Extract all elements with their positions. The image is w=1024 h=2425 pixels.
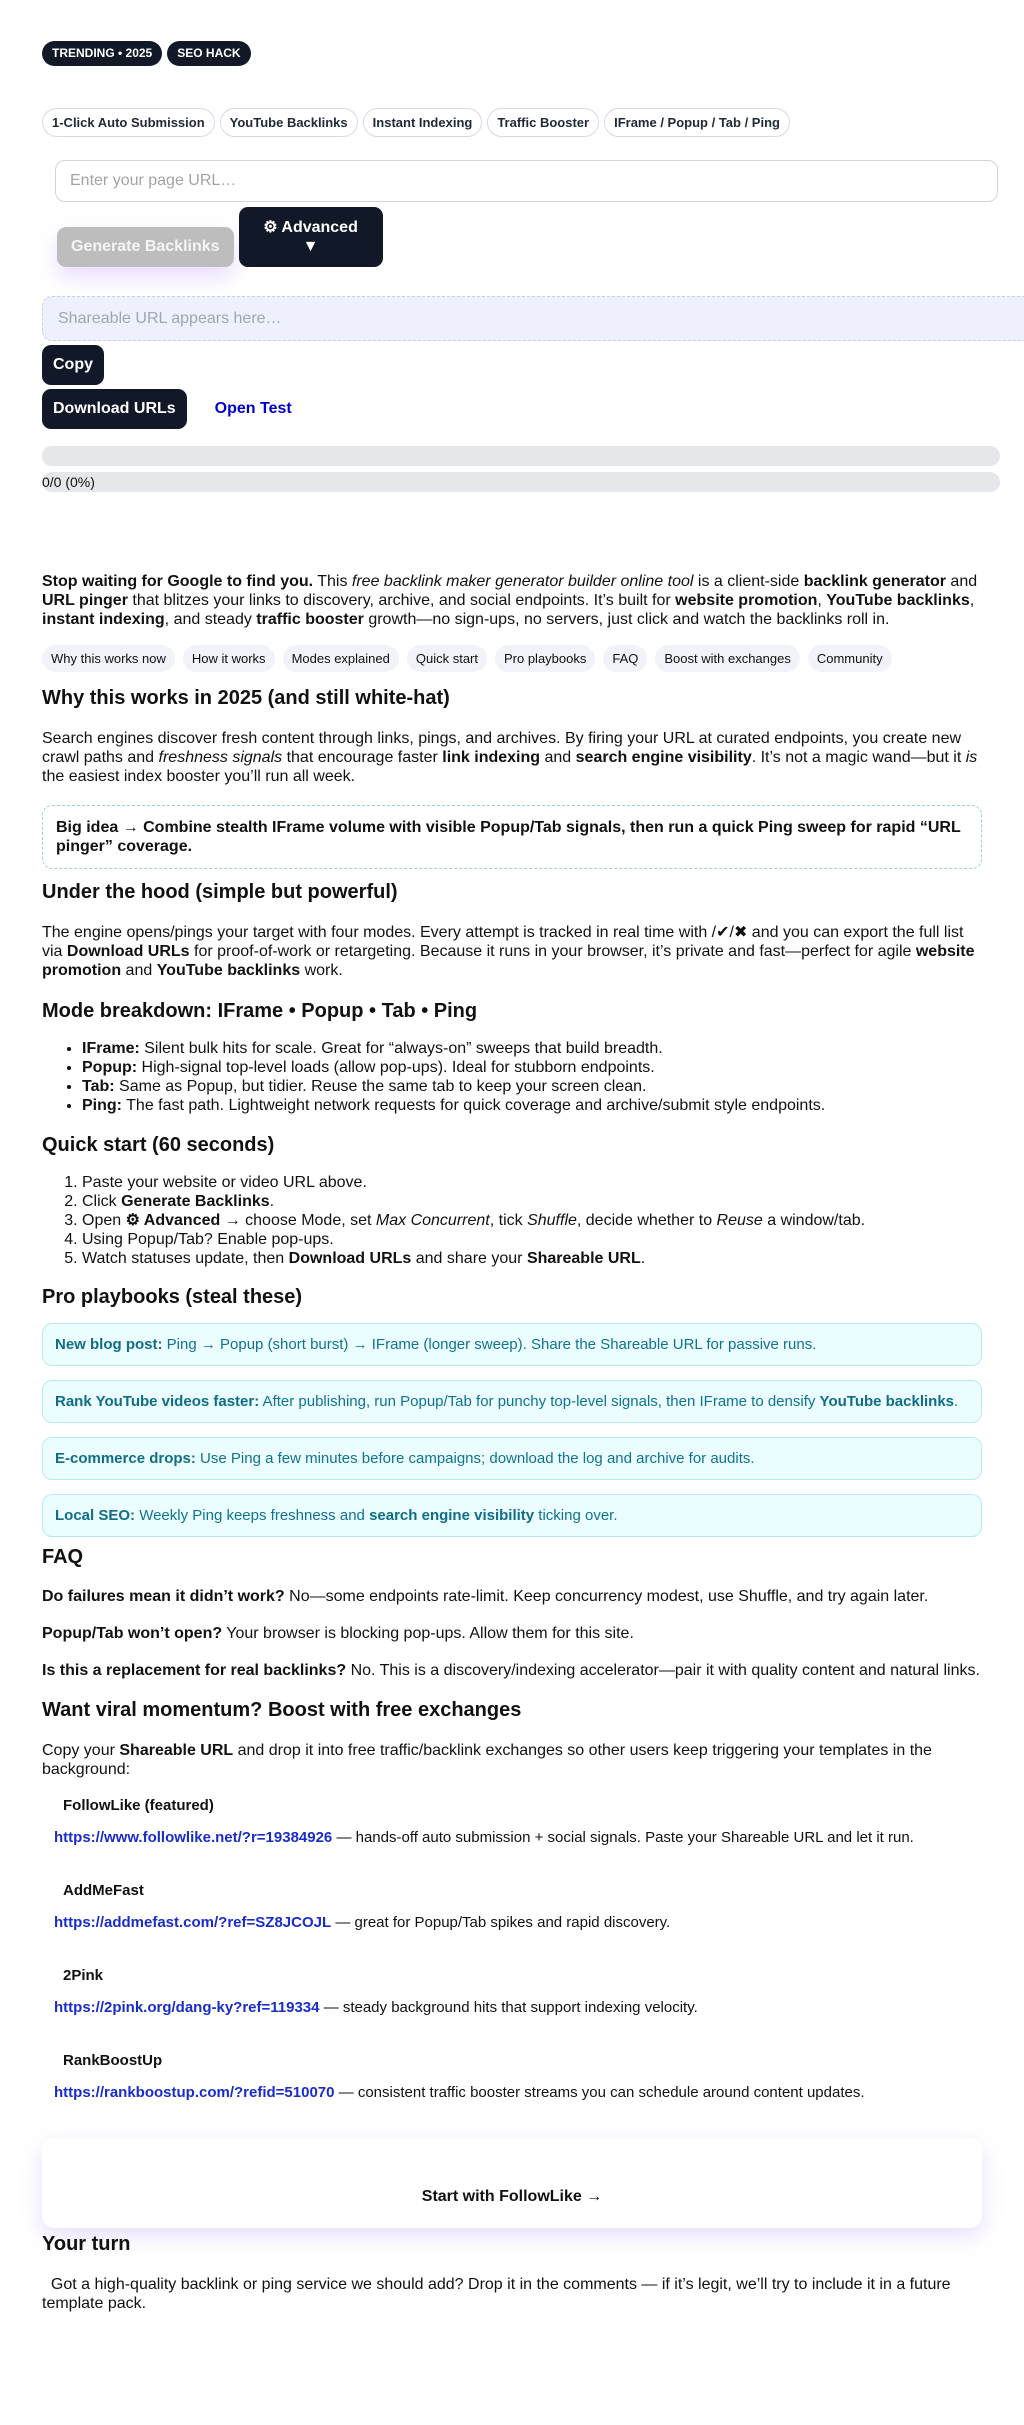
- 2pink-link[interactable]: https://2pink.org/dang-ky?ref=119334: [54, 1999, 320, 2016]
- exchange-name-2pink: 2Pink: [63, 1967, 104, 1984]
- exchange-name-addmefast: AddMeFast: [63, 1882, 144, 1899]
- action-row: [57, 207, 982, 267]
- list-item: • Ping: The fast path. Lightweight network requests for quick coverage and archive/submit style endpoints.: [82, 1096, 982, 1115]
- list-item: 2. Click Generate Backlinks.: [82, 1192, 982, 1211]
- chip-modes: IFrame / Popup / Tab / Ping: [604, 108, 790, 137]
- exchange-line: https://rankboostup.com/?refid=510070 — consistent traffic booster streams you can schedule around content updates.: [54, 2084, 865, 2101]
- why-paragraph: Search engines discover fresh content through links, pings, and archives. By firing your URL at curated endpoints, you create new crawl paths and freshness signals that encourage faster link indexing and search engine visibility. It’s not a magic wand—but it is the easiest index booster you’ll run all week.: [42, 730, 978, 785]
- your-turn-heading: Your turn: [42, 2233, 131, 2255]
- list-item: 1. Paste your website or video URL above.: [82, 1173, 982, 1192]
- generate-backlinks-button[interactable]: Generate Backlinks: [57, 227, 234, 267]
- rankboostup-link[interactable]: https://rankboostup.com/?refid=510070: [54, 2084, 335, 2101]
- exchange-line: https://addmefast.com/?ref=SZ8JCOJL — great for Popup/Tab spikes and rapid discovery.: [54, 1914, 671, 1931]
- download-urls-button[interactable]: Download URLs: [42, 389, 187, 429]
- big-idea-callout: Big idea → Combine stealth IFrame volume with visible Popup/Tab signals, then run a quick Ping sweep for rapid “URL pinger” coverage.: [42, 805, 982, 869]
- page-url-input[interactable]: [55, 160, 998, 202]
- start-followlike-button[interactable]: [42, 2138, 982, 2228]
- copy-button[interactable]: Copy: [42, 345, 104, 385]
- shareable-url-placeholder: Shareable URL appears here…: [58, 309, 282, 327]
- exchange-name-followlike: FollowLike (featured): [63, 1797, 214, 1814]
- your-turn-paragraph: Got a high-quality backlink or ping service we should add? Drop it in the comments — if it’s legit, we’ll try to include it in a future template pack.: [42, 2276, 956, 2312]
- faq-list: [42, 1587, 982, 1680]
- playbook-card: New blog post: Ping → Popup (short burst) → IFrame (longer sweep). Share the Shareable URL for passive runs.: [42, 1323, 982, 1366]
- list-item: 5. Watch statuses update, then Download URLs and share your Shareable URL.: [82, 1249, 982, 1268]
- exchanges-heading: Want viral momentum? Boost with free exchanges: [42, 1699, 522, 1721]
- why-heading: Why this works in 2025 (and still white-hat): [42, 687, 450, 709]
- toc-community[interactable]: Community: [808, 645, 892, 672]
- toc-faq[interactable]: FAQ: [603, 645, 647, 672]
- playbook-card: Local SEO: Weekly Ping keeps freshness and search engine visibility ticking over.: [42, 1494, 982, 1537]
- faq-item: Do failures mean it didn’t work? No—some endpoints rate-limit. Keep concurrency modest, use Shuffle, and try again later.: [42, 1588, 929, 1605]
- shareable-url-field[interactable]: [42, 296, 1024, 341]
- list-item: 4. Using Popup/Tab? Enable pop-ups.: [82, 1230, 982, 1249]
- playbook-card: Rank YouTube videos faster: After publishing, run Popup/Tab for punchy top-level signals, then IFrame to densify YouTube backlinks.: [42, 1380, 982, 1423]
- exchange-line: https://2pink.org/dang-ky?ref=119334 — steady background hits that support indexing velocity.: [54, 1999, 698, 2016]
- exchanges-intro: Copy your Shareable URL and drop it into free traffic/backlink exchanges so other users keep triggering your templates in the background:: [42, 1742, 932, 1778]
- table-of-contents: [42, 645, 982, 672]
- progress-text: 0/0 (0%): [42, 474, 95, 490]
- chip-youtube-backlinks: YouTube Backlinks: [220, 108, 358, 137]
- toc-playbooks[interactable]: Pro playbooks: [495, 645, 595, 672]
- addmefast-link[interactable]: https://addmefast.com/?ref=SZ8JCOJL: [54, 1914, 332, 1931]
- chip-traffic-booster: Traffic Booster: [487, 108, 599, 137]
- list-item: • Popup: High-signal top-level loads (allow pop-ups). Ideal for stubborn endpoints.: [82, 1058, 982, 1077]
- modes-heading: Mode breakdown: IFrame • Popup • Tab • Ping: [42, 1000, 478, 1022]
- playbooks-heading: Pro playbooks (steal these): [42, 1286, 303, 1308]
- quick-start-steps: [42, 1173, 982, 1268]
- playbook-card: E-commerce drops: Use Ping a few minutes before campaigns; download the log and archive for audits.: [42, 1437, 982, 1480]
- toc-why[interactable]: Why this works now: [42, 645, 175, 672]
- toc-how[interactable]: How it works: [183, 645, 275, 672]
- seo-hack-badge: SEO HACK: [167, 41, 250, 66]
- quick-start-heading: Quick start (60 seconds): [42, 1134, 275, 1156]
- chip-instant-indexing: Instant Indexing: [363, 108, 483, 137]
- feature-chips: [42, 108, 982, 137]
- faq-item: Is this a replacement for real backlinks? No. This is a discovery/indexing accelerator—pair it with quality content and natural links.: [42, 1662, 980, 1679]
- modes-list: [42, 1039, 982, 1115]
- toc-exchanges[interactable]: Boost with exchanges: [655, 645, 799, 672]
- faq-heading: FAQ: [42, 1546, 84, 1568]
- hood-heading: Under the hood (simple but powerful): [42, 881, 398, 903]
- toc-quick-start[interactable]: Quick start: [407, 645, 487, 672]
- list-item: • IFrame: Silent bulk hits for scale. Great for “always-on” sweeps that build breadth.: [82, 1039, 982, 1058]
- faq-item: Popup/Tab won’t open? Your browser is blocking pop-ups. Allow them for this site.: [42, 1625, 634, 1642]
- advanced-label: ⚙ Advanced: [263, 219, 358, 236]
- progress-status: [42, 472, 1000, 492]
- chip-auto-submission: 1-Click Auto Submission: [42, 108, 215, 137]
- advanced-toggle-button[interactable]: [239, 207, 383, 267]
- intro-paragraph: Stop waiting for Google to find you. This free backlink maker generator builder online tool is a client-side backlink generator and URL pinger that blitzes your links to discovery, archive, and social endpoints. It’s built for website promotion, YouTube backlinks, instant indexing, and steady traffic booster growth—no sign-ups, no servers, just click and watch the backlinks roll in.: [42, 573, 978, 628]
- badge-row: [42, 0, 982, 66]
- progress-bar: [42, 446, 1000, 466]
- list-item: 3. Open ⚙ Advanced → choose Mode, set Max Concurrent, tick Shuffle, decide whether to Reuse a window/tab.: [82, 1211, 982, 1230]
- list-item: • Tab: Same as Popup, but tidier. Reuse the same tab to keep your screen clean.: [82, 1077, 982, 1096]
- toc-modes[interactable]: Modes explained: [283, 645, 399, 672]
- trending-badge: TRENDING • 2025: [42, 41, 162, 66]
- exchange-name-rankboostup: RankBoostUp: [63, 2052, 163, 2069]
- chevron-down-icon: ▼: [302, 238, 319, 255]
- hood-paragraph: The engine opens/pings your target with four modes. Every attempt is tracked in real time with /✔/✖ and you can export the full list via Download URLs for proof-of-work or retargeting. Because it runs in your browser, it’s private and fast—perfect for agile website promotion and YouTube backlinks work.: [42, 924, 975, 979]
- cta-label: Start with FollowLike →: [421, 2188, 603, 2205]
- open-test-link[interactable]: Open Test: [214, 400, 292, 417]
- exchange-line: https://www.followlike.net/?r=19384926 — hands-off auto submission + social signals. Paste your Shareable URL and let it run.: [54, 1829, 914, 1846]
- followlike-link[interactable]: https://www.followlike.net/?r=19384926: [54, 1829, 333, 1846]
